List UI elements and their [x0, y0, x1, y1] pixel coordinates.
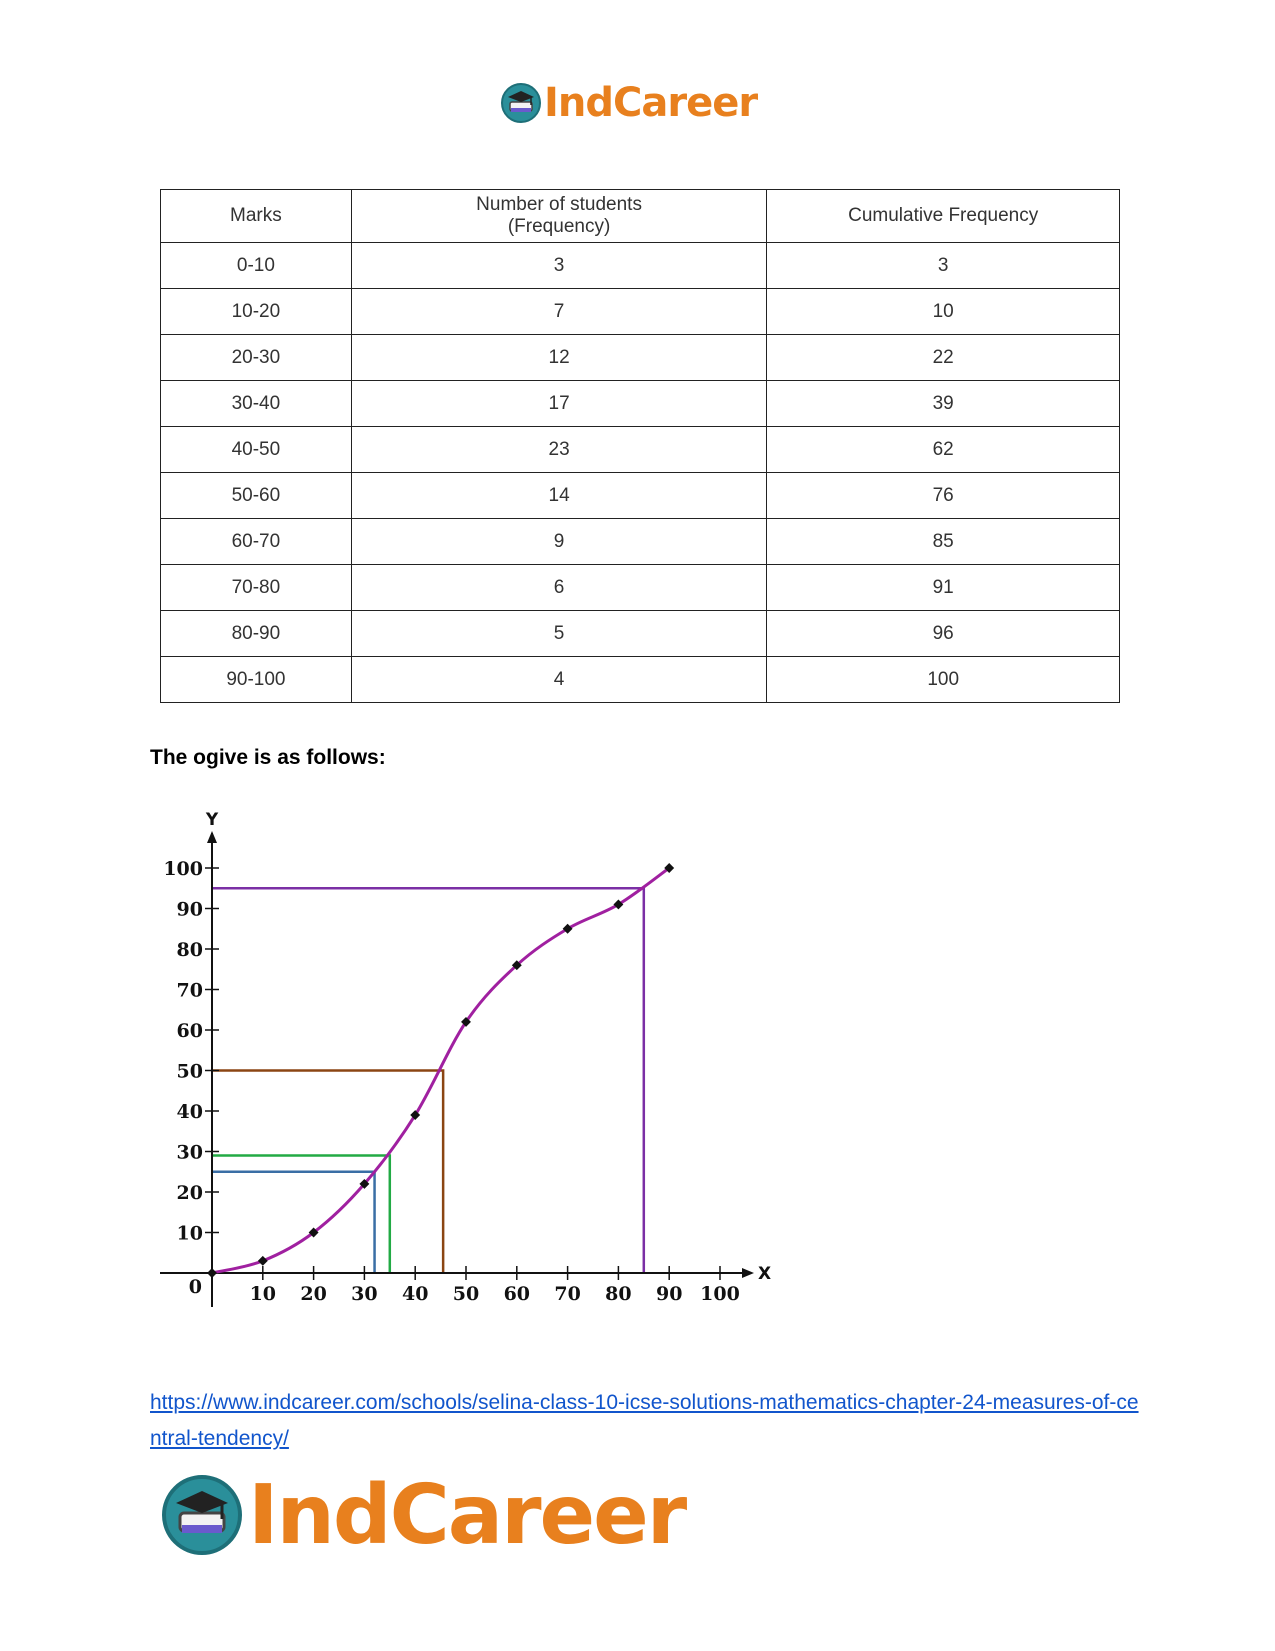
cell-cumulative: 85 — [767, 519, 1120, 565]
logo-globe-icon — [160, 1473, 244, 1557]
table-row — [161, 427, 1120, 473]
cell-frequency: 4 — [351, 657, 767, 703]
y-tick-label: 80 — [176, 939, 203, 961]
x-axis-name: X — [758, 1264, 772, 1284]
cell-marks: 50-60 — [161, 473, 352, 519]
cell-cumulative: 96 — [767, 611, 1120, 657]
header-students-line2: (Frequency) — [507, 216, 611, 237]
reference-line-3 — [212, 888, 644, 1273]
cell-cumulative: 10 — [767, 289, 1120, 335]
frequency-table — [160, 189, 1120, 703]
header-cumulative-frequency: Cumulative Frequency — [767, 190, 1120, 243]
table-row — [161, 473, 1120, 519]
cell-cumulative: 91 — [767, 565, 1120, 611]
cell-frequency: 23 — [351, 427, 767, 473]
table-row — [161, 243, 1120, 289]
x-tick-label: 100 — [700, 1283, 740, 1305]
table-row — [161, 657, 1120, 703]
y-tick-label: 20 — [176, 1182, 203, 1204]
data-point — [207, 1268, 217, 1278]
y-tick-label: 40 — [176, 1101, 203, 1123]
logo-wordmark: IndCareer — [248, 1467, 686, 1563]
cell-cumulative: 22 — [767, 335, 1120, 381]
cell-marks: 30-40 — [161, 381, 352, 427]
x-tick-label: 90 — [655, 1283, 683, 1305]
cell-frequency: 7 — [351, 289, 767, 335]
origin-label: 0 — [188, 1276, 202, 1298]
cell-frequency: 14 — [351, 473, 767, 519]
cell-frequency: 9 — [351, 519, 767, 565]
x-tick-label: 60 — [503, 1283, 531, 1305]
y-tick-label: 30 — [176, 1141, 203, 1164]
x-tick-label: 20 — [300, 1283, 327, 1305]
x-tick-label: 80 — [605, 1283, 632, 1305]
cell-cumulative: 100 — [767, 657, 1120, 703]
logo-globe-icon — [500, 82, 542, 124]
header-students-line1: Number of students — [476, 194, 642, 215]
cell-marks: 60-70 — [161, 519, 352, 565]
x-axis-arrow — [742, 1268, 754, 1278]
x-tick-label: 40 — [401, 1283, 429, 1305]
y-axis-arrow — [207, 831, 217, 843]
cell-marks: 40-50 — [161, 427, 352, 473]
y-tick-label: 50 — [176, 1060, 203, 1083]
x-tick-label: 50 — [452, 1283, 480, 1305]
cell-frequency: 5 — [351, 611, 767, 657]
cell-frequency: 17 — [351, 381, 767, 427]
header-logo — [500, 78, 757, 128]
y-tick-label: 10 — [176, 1222, 203, 1245]
x-tick-label: 70 — [554, 1283, 581, 1305]
table-row — [161, 519, 1120, 565]
data-point — [258, 1256, 268, 1266]
cell-frequency: 3 — [351, 243, 767, 289]
y-tick-label: 90 — [176, 898, 203, 921]
cell-marks: 80-90 — [161, 611, 352, 657]
x-tick-label: 10 — [249, 1283, 277, 1305]
cell-marks: 90-100 — [161, 657, 352, 703]
cell-marks: 70-80 — [161, 565, 352, 611]
reference-line-0 — [212, 1172, 375, 1273]
y-tick-label: 100 — [163, 858, 203, 880]
cell-cumulative: 3 — [767, 243, 1120, 289]
x-tick-label: 30 — [351, 1283, 378, 1305]
source-link[interactable]: https://www.indcareer.com/schools/selina-class-10-icse-solutions-mathematics-chapter-24-measures-of-central-tendency/ — [150, 1391, 1139, 1450]
table-row — [161, 289, 1120, 335]
table-row — [161, 381, 1120, 427]
y-axis-name: Y — [205, 810, 219, 830]
header-number-of-students — [351, 190, 767, 243]
cell-marks: 0-10 — [161, 243, 352, 289]
footer-logo — [160, 1467, 686, 1563]
y-tick-label: 60 — [176, 1020, 203, 1042]
cell-frequency: 6 — [351, 565, 767, 611]
cell-cumulative: 62 — [767, 427, 1120, 473]
ogive-heading: The ogive is as follows: — [150, 746, 386, 769]
cell-marks: 20-30 — [161, 335, 352, 381]
cell-marks: 10-20 — [161, 289, 352, 335]
cell-cumulative: 76 — [767, 473, 1120, 519]
header-marks: Marks — [161, 190, 352, 243]
cell-frequency: 12 — [351, 335, 767, 381]
table-header-row — [161, 190, 1120, 243]
logo-wordmark: IndCareer — [544, 80, 758, 126]
y-tick-label: 70 — [176, 979, 203, 1002]
table-row — [161, 565, 1120, 611]
table-row — [161, 611, 1120, 657]
reference-line-1 — [212, 1156, 390, 1273]
table-row — [161, 335, 1120, 381]
cell-cumulative: 39 — [767, 381, 1120, 427]
ogive-chart — [150, 805, 810, 1325]
